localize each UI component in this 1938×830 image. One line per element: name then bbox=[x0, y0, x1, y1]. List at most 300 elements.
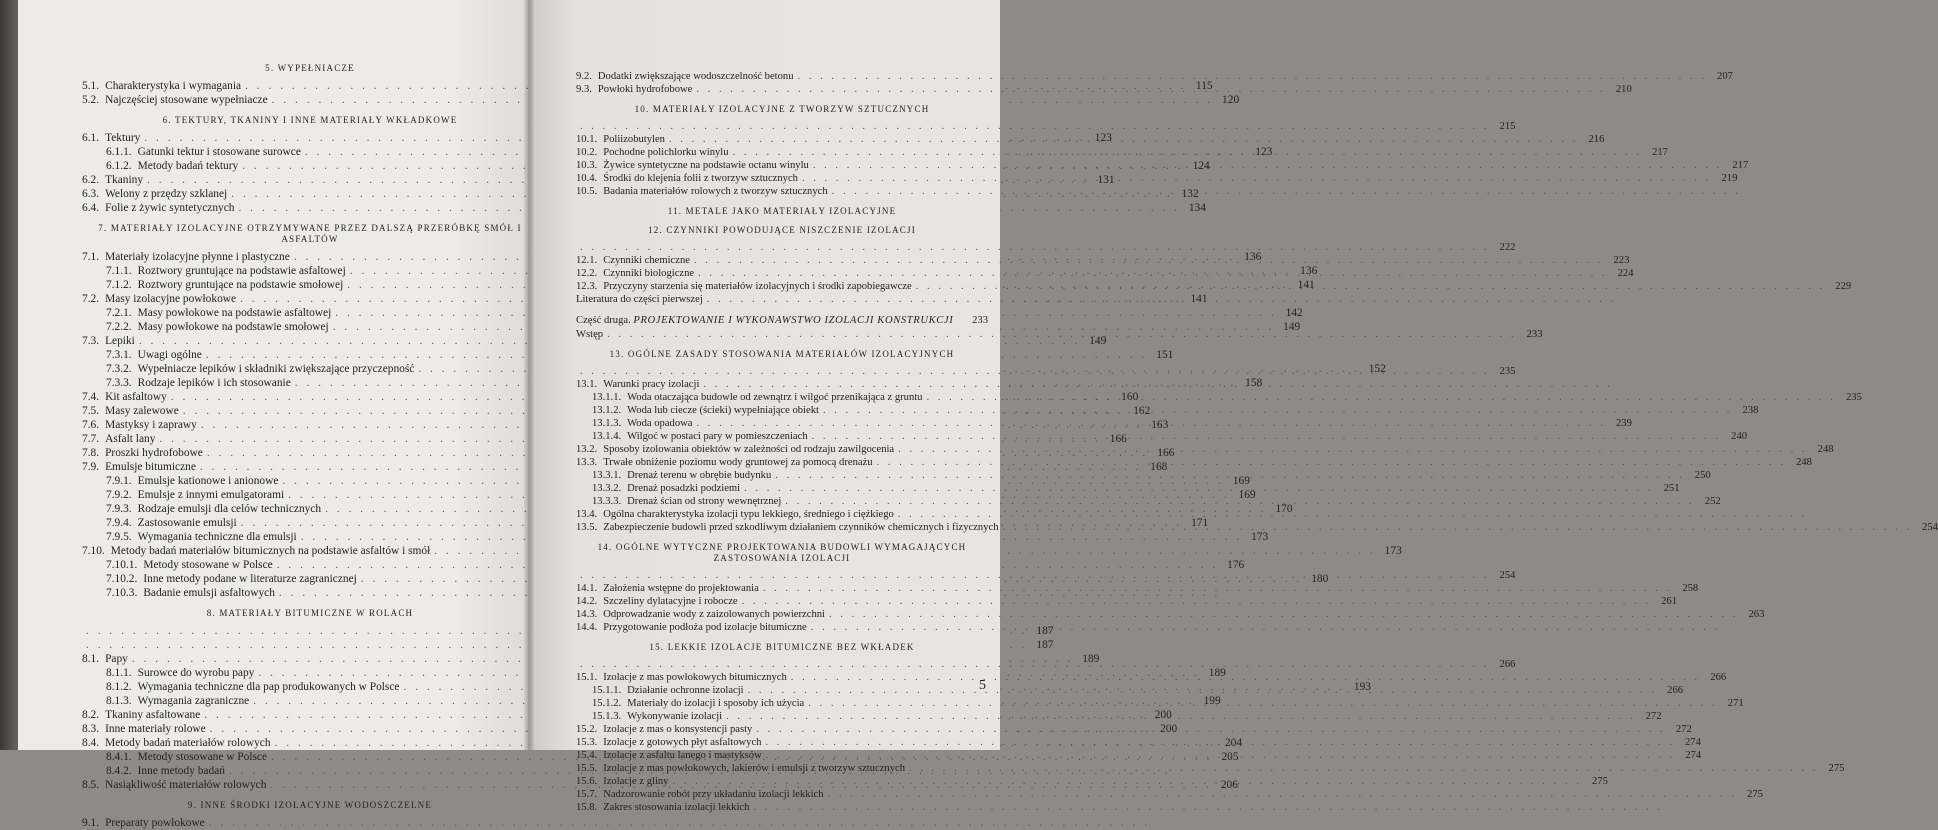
leader-dots bbox=[669, 133, 1578, 146]
toc-entry bbox=[576, 608, 1765, 621]
leader-dots bbox=[763, 582, 1672, 595]
toc-entry-number: 15.7. bbox=[576, 789, 598, 800]
part-title: PROJEKTOWANIE I WYKONAWSTWO IZOLACJI KONSTRUKCJI bbox=[633, 315, 954, 326]
toc-entry-number: 13.1. bbox=[576, 379, 598, 390]
toc-entry-number: 6.2. bbox=[82, 174, 100, 186]
toc-entry-number: 10.2. bbox=[576, 147, 598, 158]
toc-entry-number: 9.3. bbox=[576, 84, 592, 95]
toc-entry bbox=[576, 120, 1516, 133]
toc-entry-number: 7.6. bbox=[82, 419, 100, 431]
leader-dots bbox=[672, 775, 1581, 788]
toc-entry-number: 12.2. bbox=[576, 268, 598, 279]
toc-entry-number: 7.8. bbox=[82, 447, 100, 459]
toc-entry-page: 169 bbox=[1238, 489, 1256, 501]
toc-entry-number: 7.10.2. bbox=[106, 573, 138, 585]
toc-entry-text: Czynniki biologiczne bbox=[603, 268, 695, 279]
toc-entry-number: 7.9. bbox=[82, 461, 100, 473]
toc-entry bbox=[576, 621, 988, 634]
toc-entry-text: Rodzaje lepików i ich stosowanie bbox=[137, 377, 291, 389]
part-two-heading bbox=[576, 314, 988, 328]
leader-dots bbox=[775, 469, 1684, 482]
toc-entry-page: 248 bbox=[1796, 457, 1812, 468]
toc-entry-number: 13.2. bbox=[576, 444, 598, 455]
toc-entry-text: Sposoby izolowania obiektów w zależności od rodzaju zawilgocenia bbox=[603, 444, 895, 455]
toc-entry bbox=[82, 586, 538, 600]
leader-dots bbox=[802, 172, 1711, 185]
leader-dots bbox=[926, 391, 1835, 404]
toc-entry-number: 15.1.1. bbox=[592, 685, 622, 696]
toc-entry-number: 13.3.2. bbox=[592, 483, 622, 494]
toc-entry-number: 7.10.1. bbox=[106, 559, 138, 571]
leader-dots bbox=[698, 267, 1607, 280]
toc-entry-page: 123 bbox=[1255, 146, 1273, 158]
toc-entry-text: Wstęp bbox=[576, 329, 604, 340]
section-heading: 8. MATERIAŁY BITUMICZNE W ROLACH bbox=[206, 608, 414, 618]
toc-entry-text: Metody stosowane w Polsce bbox=[137, 751, 268, 763]
toc-entry-text: Badania materiałów rolowych z tworzyw sztucznych bbox=[603, 186, 828, 197]
toc-entry-page: 272 bbox=[1645, 711, 1662, 722]
toc-entry-page: 149 bbox=[1283, 321, 1301, 333]
toc-entry-number: 14.1. bbox=[576, 583, 598, 594]
toc-entry-page: 258 bbox=[1682, 583, 1699, 594]
toc-entry-number: 8.5. bbox=[82, 779, 100, 791]
toc-entry-number: 15.6. bbox=[576, 776, 598, 787]
toc-entry-text: Roztwory gruntujące na podstawie asfaltowej bbox=[137, 265, 346, 277]
toc-entry-page: 274 bbox=[1685, 750, 1702, 761]
toc-entry-number: 7.2. bbox=[82, 293, 100, 305]
toc-entry-text: Zastosowanie emulsji bbox=[137, 517, 237, 529]
toc-entry-text: Wymagania techniczne dla emulsji bbox=[137, 531, 297, 543]
leader-dots bbox=[798, 70, 1707, 83]
toc-entry-page: 136 bbox=[1300, 265, 1318, 277]
toc-entry-text: Dodatki zwiększające wodoszczelność betonu bbox=[597, 71, 794, 82]
leader-dots bbox=[898, 508, 1807, 521]
toc-entry-number: 15.1. bbox=[576, 672, 598, 683]
toc-entry-page: 275 bbox=[1747, 789, 1763, 800]
toc-entry-text: Pochodne polichlorku winylu bbox=[603, 147, 729, 158]
toc-entry-page: 193 bbox=[1353, 681, 1371, 693]
toc-entry-text: Izolacje z gliny bbox=[603, 776, 669, 787]
leader-dots bbox=[898, 443, 1807, 456]
toc-entry-text: Nasiąkliwość materiałów rolowych bbox=[105, 779, 267, 791]
toc-entry-page: 207 bbox=[1717, 71, 1733, 82]
toc-entry-text: Emulsje kationowe i anionowe bbox=[137, 475, 279, 487]
toc-entry-page: 250 bbox=[1694, 470, 1711, 481]
toc-entry-text: Trwałe obniżenie poziomu wody gruntowej za pomocą drenażu bbox=[603, 457, 873, 468]
toc-entry-text: Wykonywanie izolacji bbox=[627, 711, 723, 722]
toc-entry-number: 13.3.3. bbox=[592, 496, 622, 507]
toc-entry-number: 15.8. bbox=[576, 802, 598, 813]
toc-entry-number: 7.9.4. bbox=[106, 517, 132, 529]
toc-entry-number: 7.9.5. bbox=[106, 531, 132, 543]
leader-dots bbox=[877, 456, 1786, 469]
toc-entry-text: Odprowadzanie wody z zaizolowanych powierzchni bbox=[603, 609, 825, 620]
toc-entry-page: 233 bbox=[1526, 329, 1543, 340]
toc-entry-number: 12.1. bbox=[576, 255, 598, 266]
toc-entry-number: 7.2.2. bbox=[106, 321, 132, 333]
toc-entry-number: 7.9.2. bbox=[106, 489, 132, 501]
toc-entry-page: 136 bbox=[1244, 251, 1262, 263]
toc-entry-text: Charakterystyka i wymagania bbox=[105, 80, 242, 92]
toc-entry-page: 266 bbox=[1710, 672, 1727, 683]
toc-entry-page: 160 bbox=[1121, 391, 1139, 403]
toc-entry-number: 7.1.2. bbox=[106, 279, 132, 291]
toc-entry-text: Metody badań materiałów rolowych bbox=[105, 737, 271, 749]
toc-entry-page: 204 bbox=[1224, 737, 1243, 749]
toc-entry-text: Lepiki bbox=[105, 335, 135, 347]
leader-dots bbox=[832, 185, 1741, 198]
toc-entry bbox=[576, 293, 988, 306]
leader-dots bbox=[696, 83, 1605, 96]
toc-entry-page: 217 bbox=[1652, 147, 1668, 158]
toc-entry-page: 158 bbox=[1245, 377, 1263, 389]
toc-entry-text: Emulsje z innymi emulgatorami bbox=[137, 489, 285, 501]
toc-entry-text: Izolacje z mas powłokowych, lakierów i emulsji z tworzyw sztucznych bbox=[603, 763, 906, 774]
toc-entry-number: 7.2.1. bbox=[106, 307, 132, 319]
toc-entry-text: Metody badań materiałów bitumicznych na podstawie asfaltów i smół bbox=[110, 545, 431, 557]
toc-entry-text: Tkaniny bbox=[105, 174, 144, 186]
leader-dots bbox=[707, 293, 1616, 306]
toc-entry-number: 12.3. bbox=[576, 281, 598, 292]
toc-entry bbox=[576, 185, 988, 198]
toc-entry-page: 180 bbox=[1311, 573, 1329, 585]
toc-entry-number: 7.3.3. bbox=[106, 377, 132, 389]
toc-entry-text: Woda otaczająca budowle od zewnątrz i wilgoć przenikająca z gruntu bbox=[627, 392, 923, 403]
toc-entry-number: 8.1.3. bbox=[106, 695, 132, 707]
book-cover-edge bbox=[0, 0, 20, 750]
toc-entry-number: 7.3.1. bbox=[106, 349, 132, 361]
toc-entry-number: 5.1. bbox=[82, 80, 100, 92]
toc-entry-page: 141 bbox=[1190, 293, 1208, 305]
leader-dots bbox=[828, 788, 1737, 801]
toc-entry-page: 240 bbox=[1731, 431, 1748, 442]
toc-entry-page: 142 bbox=[1285, 307, 1303, 319]
toc-entry-number: 7.4. bbox=[82, 391, 100, 403]
toc-entry-page: 166 bbox=[1109, 433, 1127, 445]
leader-dots bbox=[748, 684, 1657, 697]
toc-entry-number: 15.4. bbox=[576, 750, 598, 761]
toc-entry-page: 261 bbox=[1661, 596, 1678, 607]
toc-entry-number: 7.9.1. bbox=[106, 475, 132, 487]
toc-entry-number: 7.9.3. bbox=[106, 503, 132, 515]
toc-entry-page: 189 bbox=[1082, 653, 1100, 665]
leader-dots bbox=[580, 120, 1489, 133]
toc-entry-text: Folie z żywic syntetycznych bbox=[105, 202, 235, 214]
toc-entry-page: 271 bbox=[1727, 698, 1744, 709]
toc-entry-page: 120 bbox=[1222, 94, 1240, 106]
toc-entry-number: 7.3. bbox=[82, 335, 100, 347]
leader-dots bbox=[209, 816, 1150, 830]
toc-entry-text: Surowce do wyrobu papy bbox=[137, 667, 255, 679]
toc-entry-text: Drenaż posadzki podziemi bbox=[627, 483, 741, 494]
toc-entry-text: Izolacje z mas powłokowych bitumicznych bbox=[603, 672, 787, 683]
toc-entry-number: 13.5. bbox=[576, 522, 598, 533]
toc-entry-text: Tkaniny asfaltowane bbox=[105, 709, 201, 721]
toc-entry-text: Środki do klejenia folii z tworzyw sztucznych bbox=[603, 173, 798, 184]
toc-entry-text: Kit asfaltowy bbox=[105, 391, 167, 403]
toc-entry-page: 170 bbox=[1275, 503, 1293, 515]
toc-entry-text: Masy powłokowe na podstawie smołowej bbox=[137, 321, 329, 333]
toc-entry-page: 187 bbox=[1036, 625, 1054, 637]
toc-entry-number: 15.2. bbox=[576, 724, 598, 735]
toc-entry-text: Gatunki tektur i stosowane surowce bbox=[137, 146, 301, 158]
toc-entry-page: 168 bbox=[1150, 461, 1168, 473]
toc-entry-number: 13.3.1. bbox=[592, 470, 622, 481]
toc-entry-text: Materiały izolacyjne płynne i plastyczne bbox=[105, 251, 290, 263]
leader-dots bbox=[1003, 521, 1912, 534]
toc-entry-number: 13.1.1. bbox=[592, 392, 622, 403]
toc-entry-page: 238 bbox=[1742, 405, 1759, 416]
part-label: Część druga. bbox=[576, 315, 631, 326]
section-heading: 13. OGÓLNE ZASADY STOSOWANIA MATERIAŁÓW IZOLACYJNYCH bbox=[609, 349, 955, 359]
toc-entry-number: 8.4. bbox=[82, 737, 100, 749]
toc-entry bbox=[576, 762, 1845, 775]
toc-entry-number: 10.5. bbox=[576, 186, 598, 197]
toc-entry-number: 13.1.3. bbox=[592, 418, 622, 429]
toc-entry-page: 166 bbox=[1157, 447, 1175, 459]
leader-dots bbox=[808, 697, 1717, 710]
toc-entry-number: 8.3. bbox=[82, 723, 100, 735]
toc-entry-text: Zakres stosowania izolacji lekkich bbox=[603, 802, 750, 813]
toc-entry bbox=[576, 241, 1516, 254]
leader-dots bbox=[744, 482, 1653, 495]
toc-entry-page: 266 bbox=[1667, 685, 1684, 696]
toc-entry-text: Wilgoć w postaci pary w pomieszczeniach bbox=[627, 431, 808, 442]
toc-entry-page: 248 bbox=[1817, 444, 1834, 455]
toc-entry-number: 14.2. bbox=[576, 596, 598, 607]
toc-entry-number: 15.5. bbox=[576, 763, 598, 774]
toc-entry-page: 206 bbox=[1220, 779, 1238, 791]
leader-dots bbox=[829, 608, 1738, 621]
leader-dots bbox=[726, 710, 1635, 723]
toc-entry-text: Papy bbox=[105, 653, 128, 665]
toc-entry bbox=[82, 93, 1240, 107]
toc-entry-number: 8.1.2. bbox=[106, 681, 132, 693]
toc-entry-number: 9.2. bbox=[576, 71, 592, 82]
toc-entry bbox=[82, 306, 1303, 320]
leader-dots bbox=[791, 671, 1700, 684]
toc-entry-text: Warunki pracy izolacji bbox=[603, 379, 700, 390]
toc-entry-page: 217 bbox=[1732, 160, 1749, 171]
toc-entry-text: Powłoki hydrofobowe bbox=[597, 84, 693, 95]
toc-entry-page: 115 bbox=[1195, 80, 1213, 92]
toc-entry-number: 9.1. bbox=[82, 817, 100, 829]
toc-entry-page: 134 bbox=[1188, 202, 1206, 214]
toc-entry-number: 6.1.2. bbox=[106, 160, 132, 172]
toc-entry-page: 254 bbox=[1922, 522, 1938, 533]
toc-entry bbox=[576, 70, 1733, 83]
toc-entry-text: Badanie emulsji asfaltowych bbox=[143, 587, 275, 599]
toc-entry-text: Masy izolacyjne powłokowe bbox=[105, 293, 237, 305]
toc-entry-number: 13.4. bbox=[576, 509, 598, 520]
toc-entry-text: Założenia wstępne do projektowania bbox=[603, 583, 759, 594]
leader-dots bbox=[733, 146, 1642, 159]
toc-entry-text: Izolacje z mas o konsystencji pasty bbox=[603, 724, 753, 735]
toc-entry-text: Izolacje z asfaltu lanego i mastyksów bbox=[603, 750, 762, 761]
toc-entry-number: 15.3. bbox=[576, 737, 598, 748]
toc-entry-text: Roztwory gruntujące na podstawie smołowej bbox=[137, 279, 344, 291]
leader-dots bbox=[916, 280, 1825, 293]
toc-entry-page: 229 bbox=[1835, 281, 1852, 292]
leader-dots bbox=[756, 723, 1665, 736]
section-heading: 10. MATERIAŁY IZOLACYJNE Z TWORZYW SZTUCZNYCH bbox=[634, 104, 930, 114]
toc-entry-text: Zabezpieczenie budowli przed szkodliwym działaniem czynników chemicznych i fizycznych bbox=[603, 522, 999, 533]
toc-entry-number: 5.2. bbox=[82, 94, 100, 106]
leader-dots bbox=[823, 404, 1732, 417]
toc-entry bbox=[82, 362, 1386, 376]
toc-entry-number: 15.1.2. bbox=[592, 698, 622, 709]
toc-entry-number: 14.4. bbox=[576, 622, 598, 633]
toc-entry-number: 15.1.3. bbox=[592, 711, 622, 722]
toc-entry-text: Welony z przędzy szklanej bbox=[105, 188, 228, 200]
toc-entry-number: 8.2. bbox=[82, 709, 100, 721]
toc-entry bbox=[576, 378, 988, 391]
toc-entry-page: 123 bbox=[1094, 132, 1112, 144]
toc-entry-text: Wypełniacze lepików i składniki zwiększające przyczepność bbox=[137, 363, 415, 375]
leader-dots bbox=[766, 749, 1675, 762]
toc-entry-number: 7.7. bbox=[82, 433, 100, 445]
toc-entry-page: 163 bbox=[1151, 419, 1169, 431]
toc-entry-number: 6.3. bbox=[82, 188, 100, 200]
toc-entry-page: 215 bbox=[1499, 121, 1516, 132]
toc-entry-number: 13.1.4. bbox=[592, 431, 622, 442]
toc-entry-number: 6.1. bbox=[82, 132, 100, 144]
toc-entry bbox=[82, 558, 1245, 572]
toc-entry-page: 266 bbox=[1499, 659, 1516, 670]
toc-entry-page: 275 bbox=[1828, 763, 1845, 774]
toc-entry-text: Wymagania techniczne dla pap produkowanych w Polsce bbox=[137, 681, 400, 693]
toc-entry-number: 7.5. bbox=[82, 405, 100, 417]
toc-entry-page: 189 bbox=[1208, 667, 1226, 679]
toc-entry-page: 169 bbox=[1232, 475, 1250, 487]
toc-entry-page: 263 bbox=[1748, 609, 1765, 620]
toc-entry-text: Działanie ochronne izolacji bbox=[627, 685, 744, 696]
toc-entry-text: Ogólna charakterystyka izolacji typu lekkiego, średniego i ciężkiego bbox=[603, 509, 894, 520]
toc-entry-text: Szczeliny dylatacyjne i robocze bbox=[603, 596, 738, 607]
toc-entry bbox=[82, 652, 1100, 666]
toc-entry bbox=[576, 508, 988, 521]
toc-entry-number: 7.1. bbox=[82, 251, 100, 263]
toc-entry-page: 205 bbox=[1221, 751, 1239, 763]
toc-entry-page: 151 bbox=[1156, 349, 1174, 361]
leader-dots bbox=[694, 254, 1603, 267]
toc-entry-page: 176 bbox=[1227, 559, 1245, 571]
toc-entry-text: Przygotowanie podłoża pod izolacje bitumiczne bbox=[603, 622, 807, 633]
toc-entry-text: Metody badań tektury bbox=[137, 160, 239, 172]
toc-entry-page: 235 bbox=[1499, 366, 1516, 377]
leader-dots bbox=[580, 365, 1489, 378]
leader-dots bbox=[812, 430, 1721, 443]
leader-dots bbox=[811, 621, 1720, 634]
toc-entry-number: 14.3. bbox=[576, 609, 598, 620]
toc-entry-number: 7.3.2. bbox=[106, 363, 132, 375]
toc-entry bbox=[576, 582, 1699, 595]
toc-entry-text: Rodzaje emulsji dla celów technicznych bbox=[137, 503, 322, 515]
leader-dots bbox=[607, 328, 1516, 341]
toc-entry-number: 8.4.1. bbox=[106, 751, 132, 763]
toc-entry-number: 13.1.2. bbox=[592, 405, 622, 416]
leader-dots bbox=[580, 241, 1489, 254]
toc-entry-page: 223 bbox=[1613, 255, 1630, 266]
toc-entry-page: 239 bbox=[1616, 418, 1632, 429]
toc-entry-page: 149 bbox=[1089, 335, 1107, 347]
toc-entry bbox=[82, 816, 538, 830]
toc-entry-page: 222 bbox=[1499, 242, 1516, 253]
toc-entry-text: Inne materiały rolowe bbox=[105, 723, 206, 735]
toc-entry-page: 254 bbox=[1499, 570, 1516, 581]
toc-entry-text: Preparaty powłokowe bbox=[105, 817, 205, 829]
toc-entry-text: Czynniki chemiczne bbox=[603, 255, 690, 266]
toc-entry bbox=[82, 572, 1329, 586]
toc-entry-page: 219 bbox=[1721, 173, 1738, 184]
toc-entry-page: 200 bbox=[1160, 723, 1178, 735]
toc-entry-page: 141 bbox=[1297, 279, 1315, 291]
toc-entry bbox=[82, 764, 538, 778]
toc-entry-page: 272 bbox=[1675, 724, 1692, 735]
toc-entry-number: 7.10.3. bbox=[106, 587, 138, 599]
toc-entry-page: 187 bbox=[1036, 639, 1054, 651]
part-page: 233 bbox=[972, 315, 988, 326]
toc-entry-number: 7.10. bbox=[82, 545, 105, 557]
toc-entry-number: 7.1.1. bbox=[106, 265, 132, 277]
toc-entry bbox=[576, 788, 1763, 801]
toc-entry-page: 162 bbox=[1133, 405, 1151, 417]
leader-dots bbox=[742, 595, 1651, 608]
toc-entry-text: Wymagania zagraniczne bbox=[137, 695, 250, 707]
toc-entry-text: Poliizobutylen bbox=[603, 134, 665, 145]
leader-dots bbox=[765, 736, 1674, 749]
leader-dots bbox=[813, 159, 1722, 172]
toc-entry-text: Asfalt lany bbox=[105, 433, 156, 445]
leader-dots bbox=[753, 801, 1662, 814]
toc-entry-text: Tektury bbox=[105, 132, 141, 144]
toc-entry-number: 6.4. bbox=[82, 202, 100, 214]
toc-entry-text: Masy powłokowe na podstawie asfaltowej bbox=[137, 307, 332, 319]
toc-entry-text: Materiały do izolacji i sposoby ich użycia bbox=[627, 698, 805, 709]
toc-entry-page: 251 bbox=[1663, 483, 1680, 494]
toc-entry-text: Literatura do części pierwszej bbox=[576, 294, 703, 305]
toc-entry-text: Emulsje bitumiczne bbox=[105, 461, 196, 473]
toc-entry-number: 6.1.1. bbox=[106, 146, 132, 158]
toc-entry-text: Nadzorowanie robót przy układaniu izolacji lekkich bbox=[603, 789, 824, 800]
book-gutter bbox=[524, 0, 534, 750]
toc-entry-text: Woda opadowa bbox=[627, 418, 693, 429]
toc-entry-number: 10.3. bbox=[576, 160, 598, 171]
toc-entry-text: Izolacje z gotowych płyt asfaltowych bbox=[603, 737, 762, 748]
toc-entry-text: Masy zalewowe bbox=[105, 405, 179, 417]
section-heading: 9. INNE ŚRODKI IZOLACYJNE WODOSZCZELNE bbox=[187, 800, 433, 810]
toc-entry-page: 275 bbox=[1592, 776, 1608, 787]
leader-dots bbox=[696, 417, 1605, 430]
toc-entry-page: 173 bbox=[1384, 545, 1402, 557]
leader-dots bbox=[785, 495, 1694, 508]
toc-entry bbox=[576, 595, 1678, 608]
toc-entry-text: Drenaż ścian od strony wewnętrznej bbox=[627, 496, 782, 507]
toc-entry-text: Proszki hydrofobowe bbox=[105, 447, 203, 459]
toc-entry-text: Przyczyny starzenia się materiałów izolacyjnych i środki zapobiegawcze bbox=[603, 281, 912, 292]
section-heading: 7. MATERIAŁY IZOLACYJNE OTRZYMYWANE PRZEZ DALSZĄ PRZERÓBKĘ SMÓŁ I ASFALTÓW bbox=[98, 223, 522, 244]
toc-entry-page: 200 bbox=[1154, 709, 1172, 721]
section-heading: 6. TEKTURY, TKANINY I INNE MATERIAŁY WKŁADKOWE bbox=[162, 115, 458, 125]
toc-entry-page: 274 bbox=[1684, 737, 1701, 748]
leader-dots bbox=[580, 658, 1489, 671]
toc-entry-text: Najczęściej stosowane wypełniacze bbox=[105, 94, 268, 106]
toc-entry-page: 124 bbox=[1192, 160, 1210, 172]
leader-dots bbox=[909, 762, 1818, 775]
section-heading: 5. WYPEŁNIACZE bbox=[265, 63, 355, 73]
section-heading: 11. METALE JAKO MATERIAŁY IZOLACYJNE bbox=[667, 206, 897, 216]
toc-entry-number: 10.4. bbox=[576, 173, 598, 184]
